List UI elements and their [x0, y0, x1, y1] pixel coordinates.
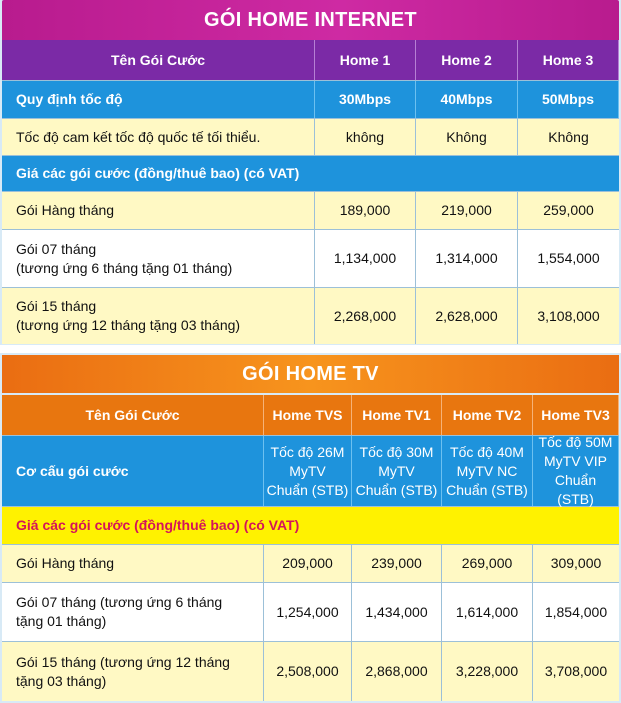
tv-price-tv3: 309,000 — [550, 555, 602, 571]
tv-row-label: Gói Hàng tháng — [2, 545, 264, 582]
home-tv-section — [0, 353, 621, 703]
tv-title: GÓI HOME TV — [2, 355, 619, 393]
internet-price-home3: 259,000 — [543, 202, 594, 218]
internet-price-caption: Giá các gói cước (đồng/thuê bao) (có VAT) — [16, 165, 300, 181]
internet-header-row — [2, 40, 619, 81]
table-row — [2, 192, 619, 230]
tv-price-caption: Giá các gói cước (đồng/thuê bao) (có VAT) — [16, 517, 300, 533]
internet-price-home1: 189,000 — [315, 192, 416, 229]
tv-row-label: Gói 07 tháng (tương ứng 6 tháng tặng 01 tháng) — [2, 583, 264, 641]
tv-price-tv2: 3,228,000 — [442, 642, 533, 701]
internet-commit-row — [2, 119, 619, 156]
internet-commit-home2: Không — [416, 119, 518, 155]
section-divider — [0, 345, 621, 353]
internet-row-label: Gói Hàng tháng — [2, 192, 315, 229]
tv-price-caption-row — [2, 507, 619, 545]
tv-price-tv1: 1,434,000 — [352, 583, 442, 641]
tv-structure-row — [2, 436, 619, 507]
tv-price-tv3: 1,854,000 — [544, 603, 608, 620]
internet-price-home1: 1,134,000 — [315, 230, 416, 287]
internet-price-home3: 3,108,000 — [537, 307, 600, 324]
table-row — [2, 642, 619, 701]
table-row — [2, 545, 619, 583]
internet-row-label: Gói 07 tháng (tương ứng 6 tháng tặng 01 tháng) — [2, 230, 315, 287]
table-row — [2, 583, 619, 642]
tv-header-tv2: Home TV2 — [442, 395, 533, 435]
internet-price-home2: 2,628,000 — [416, 288, 518, 344]
table-row — [2, 230, 619, 288]
tv-structure-tv2: Tốc độ 40M MyTV NC Chuẩn (STB) — [442, 436, 533, 506]
internet-price-home3: 1,554,000 — [537, 250, 600, 266]
tv-price-tv2: 269,000 — [442, 545, 533, 582]
internet-title: GÓI HOME INTERNET — [2, 0, 619, 40]
tv-price-tvs: 209,000 — [264, 545, 352, 582]
internet-speed-label: Quy định tốc độ — [2, 81, 315, 118]
internet-row-label: Gói 15 tháng (tương ứng 12 tháng tặng 03 tháng) — [2, 288, 315, 344]
internet-price-home1: 2,268,000 — [315, 288, 416, 344]
table-row — [2, 288, 619, 344]
tv-structure-tvs: Tốc độ 26M MyTV Chuẩn (STB) — [264, 436, 352, 506]
tv-header-name: Tên Gói Cước — [2, 395, 264, 435]
tv-price-tv1: 2,868,000 — [352, 642, 442, 701]
tv-header-tvs: Home TVS — [264, 395, 352, 435]
internet-header-home2: Home 2 — [416, 40, 518, 80]
internet-speed-row — [2, 81, 619, 119]
internet-speed-home1: 30Mbps — [315, 81, 416, 118]
internet-header-home1: Home 1 — [315, 40, 416, 80]
tv-header-row — [2, 395, 619, 436]
internet-commit-home1: không — [315, 119, 416, 155]
internet-price-home2: 1,314,000 — [416, 230, 518, 287]
internet-speed-home3: 50Mbps — [518, 81, 619, 118]
tv-price-tv3: 3,708,000 — [544, 663, 608, 679]
tv-price-tv1: 239,000 — [352, 545, 442, 582]
tv-header-tv3: Home TV3 — [533, 395, 619, 435]
internet-commit-label: Tốc độ cam kết tốc độ quốc tế tối thiểu. — [2, 119, 315, 155]
internet-header-name: Tên Gói Cước — [2, 40, 315, 80]
internet-commit-home3: Không — [548, 128, 589, 145]
internet-price-home2: 219,000 — [416, 192, 518, 229]
home-internet-section — [0, 0, 621, 345]
tv-structure-label: Cơ cấu gói cước — [2, 436, 264, 506]
tv-price-tvs: 2,508,000 — [264, 642, 352, 701]
tv-structure-tv3: Tốc độ 50M MyTV VIP Chuẩn (STB) — [533, 436, 619, 506]
tv-header-tv1: Home TV1 — [352, 395, 442, 435]
tv-structure-tv1: Tốc độ 30M MyTV Chuẩn (STB) — [352, 436, 442, 506]
tv-row-label: Gói 15 tháng (tương ứng 12 tháng tặng 03 tháng) — [2, 642, 264, 701]
internet-speed-home2: 40Mbps — [416, 81, 518, 118]
internet-price-caption-row — [2, 156, 619, 192]
tv-price-tvs: 1,254,000 — [264, 583, 352, 641]
internet-header-home3: Home 3 — [518, 40, 619, 80]
tv-price-tv2: 1,614,000 — [442, 583, 533, 641]
